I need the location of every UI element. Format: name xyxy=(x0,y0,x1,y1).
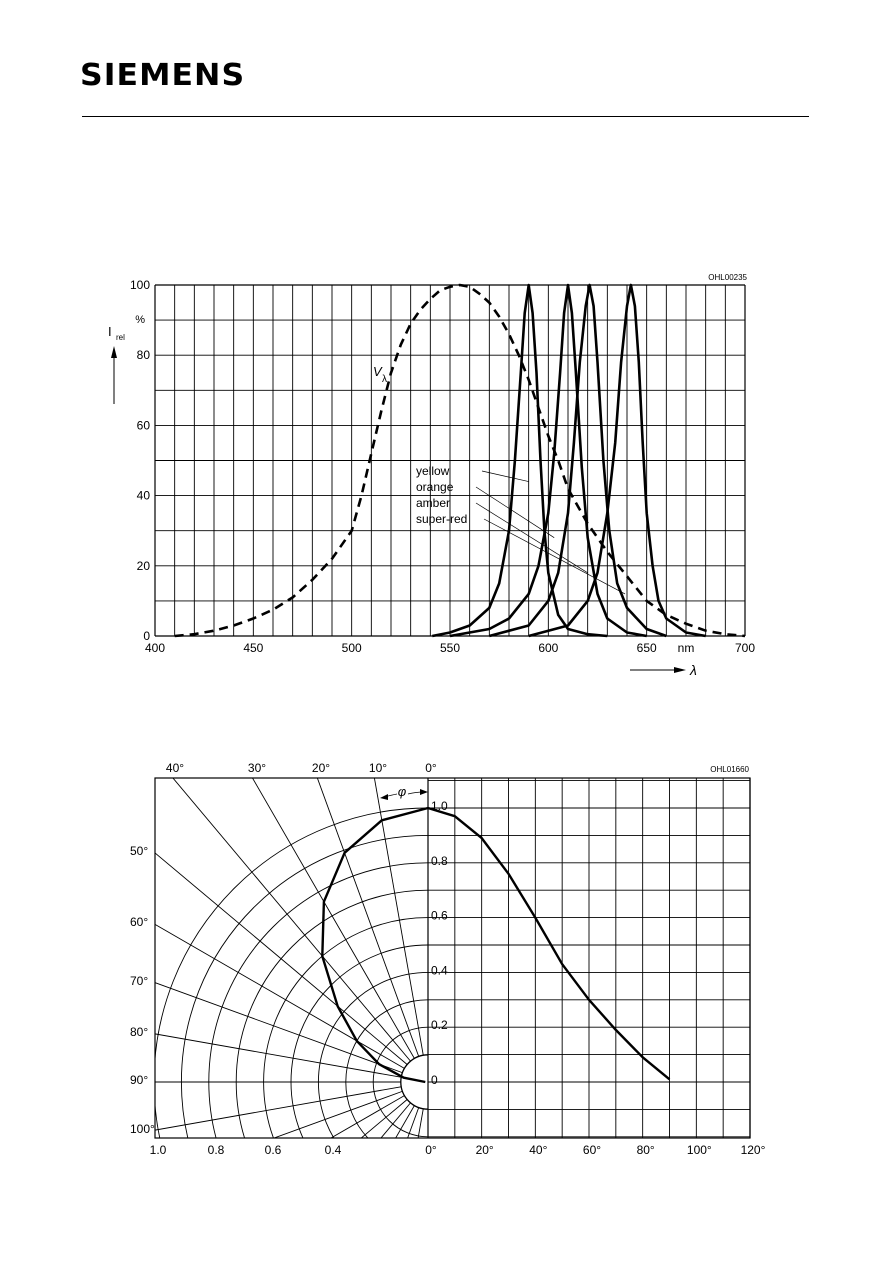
polar-angle-label: 80° xyxy=(130,1025,149,1039)
polar-angle-label: 100° xyxy=(130,1122,155,1136)
v-lambda-label: V xyxy=(373,364,382,379)
polar-angle-label: 90° xyxy=(130,1073,149,1087)
radial-tick-label: 0.6 xyxy=(264,1143,282,1157)
y-tick-label: 0.6 xyxy=(431,908,448,923)
y-tick-label: 0.4 xyxy=(431,963,448,978)
radial-tick-label: 0.8 xyxy=(207,1143,225,1157)
polar-angle-label: 70° xyxy=(130,974,149,988)
y-axis-label-sub: rel xyxy=(116,333,125,342)
y-unit-label: % xyxy=(135,314,145,326)
polar-grid-ray xyxy=(42,1103,410,1263)
radial-tick-label: 1.0 xyxy=(149,1143,167,1157)
cartesian-curve xyxy=(428,808,670,1079)
figure-code: OHL01660 xyxy=(710,765,749,774)
legend-label: super-red xyxy=(416,512,468,526)
polar-grid-ray xyxy=(0,1100,407,1263)
x-unit-label: nm xyxy=(677,641,695,655)
x-axis-label: λ xyxy=(690,662,697,678)
polar-grid-ray xyxy=(0,877,402,1073)
polar-angle-label: 0° xyxy=(425,761,437,775)
polar-grid-ray xyxy=(0,1091,402,1263)
figure-code: OHL00235 xyxy=(708,273,747,282)
x-tick-label: 40° xyxy=(529,1143,548,1157)
y-tick-label: 80 xyxy=(136,348,150,363)
x-tick-label: 120° xyxy=(740,1143,766,1157)
v-lambda-label-sub: λ xyxy=(382,374,387,385)
polar-curve xyxy=(322,808,428,1082)
x-tick-label: 550 xyxy=(439,641,461,655)
polar-angle-label: 20° xyxy=(311,761,331,775)
x-tick-label: 450 xyxy=(243,641,264,655)
polar-angle-label: 40° xyxy=(165,761,185,775)
x-tick-label: 400 xyxy=(144,641,166,655)
polar-grid-ray xyxy=(223,1108,419,1263)
y-tick-label: 0 xyxy=(143,629,150,643)
y-tick-label: 1.0 xyxy=(431,799,448,813)
y-tick-label: 20 xyxy=(136,558,150,573)
y-tick-label: 60 xyxy=(136,418,150,433)
y-tick-label: 0.8 xyxy=(431,853,448,868)
polar-angle-label: 10° xyxy=(368,761,388,775)
y-axis-label: I xyxy=(108,324,112,339)
polar-grid-ray xyxy=(0,1087,401,1186)
phi-arrow-head-left xyxy=(380,794,388,800)
phi-arrow-head-right xyxy=(420,789,428,795)
y-tick-label: 40 xyxy=(136,488,150,503)
polar-grid-ray xyxy=(128,562,428,1082)
legend-label: orange xyxy=(416,480,454,494)
x-tick-label: 80° xyxy=(636,1143,655,1157)
x-tick-label: 500 xyxy=(341,641,362,655)
x-tick-label: 0° xyxy=(425,1143,437,1157)
radial-tick-label: 0.4 xyxy=(324,1143,342,1157)
polar-grid-ray xyxy=(223,518,419,1056)
polar-grid-ray xyxy=(0,1082,428,1263)
x-tick-label: 100° xyxy=(686,1143,712,1157)
legend-label: yellow xyxy=(416,464,450,478)
x-tick-label: 600 xyxy=(538,641,559,655)
siemens-logo: SIEMENS xyxy=(80,58,246,93)
polar-angle-label: 30° xyxy=(247,761,267,775)
x-tick-label: 700 xyxy=(734,641,756,655)
x-tick-label: 20° xyxy=(475,1143,494,1157)
polar-grid-ray xyxy=(128,1082,428,1263)
polar-angle-label: 50° xyxy=(130,844,149,858)
chart2-frame xyxy=(155,778,750,1138)
x-tick-label: 60° xyxy=(582,1143,602,1157)
phi-label: φ xyxy=(397,784,407,799)
polar-grid-ray xyxy=(0,978,401,1077)
polar-grid-ray xyxy=(324,1109,423,1263)
y-tick-label: 0 xyxy=(431,1073,438,1087)
polar-angle-label: 60° xyxy=(130,915,149,929)
legend-label: amber xyxy=(416,496,451,510)
y-tick-label: 0.2 xyxy=(431,1018,448,1033)
y-tick-label: 100 xyxy=(129,278,150,292)
x-tick-label: 650 xyxy=(636,641,657,655)
